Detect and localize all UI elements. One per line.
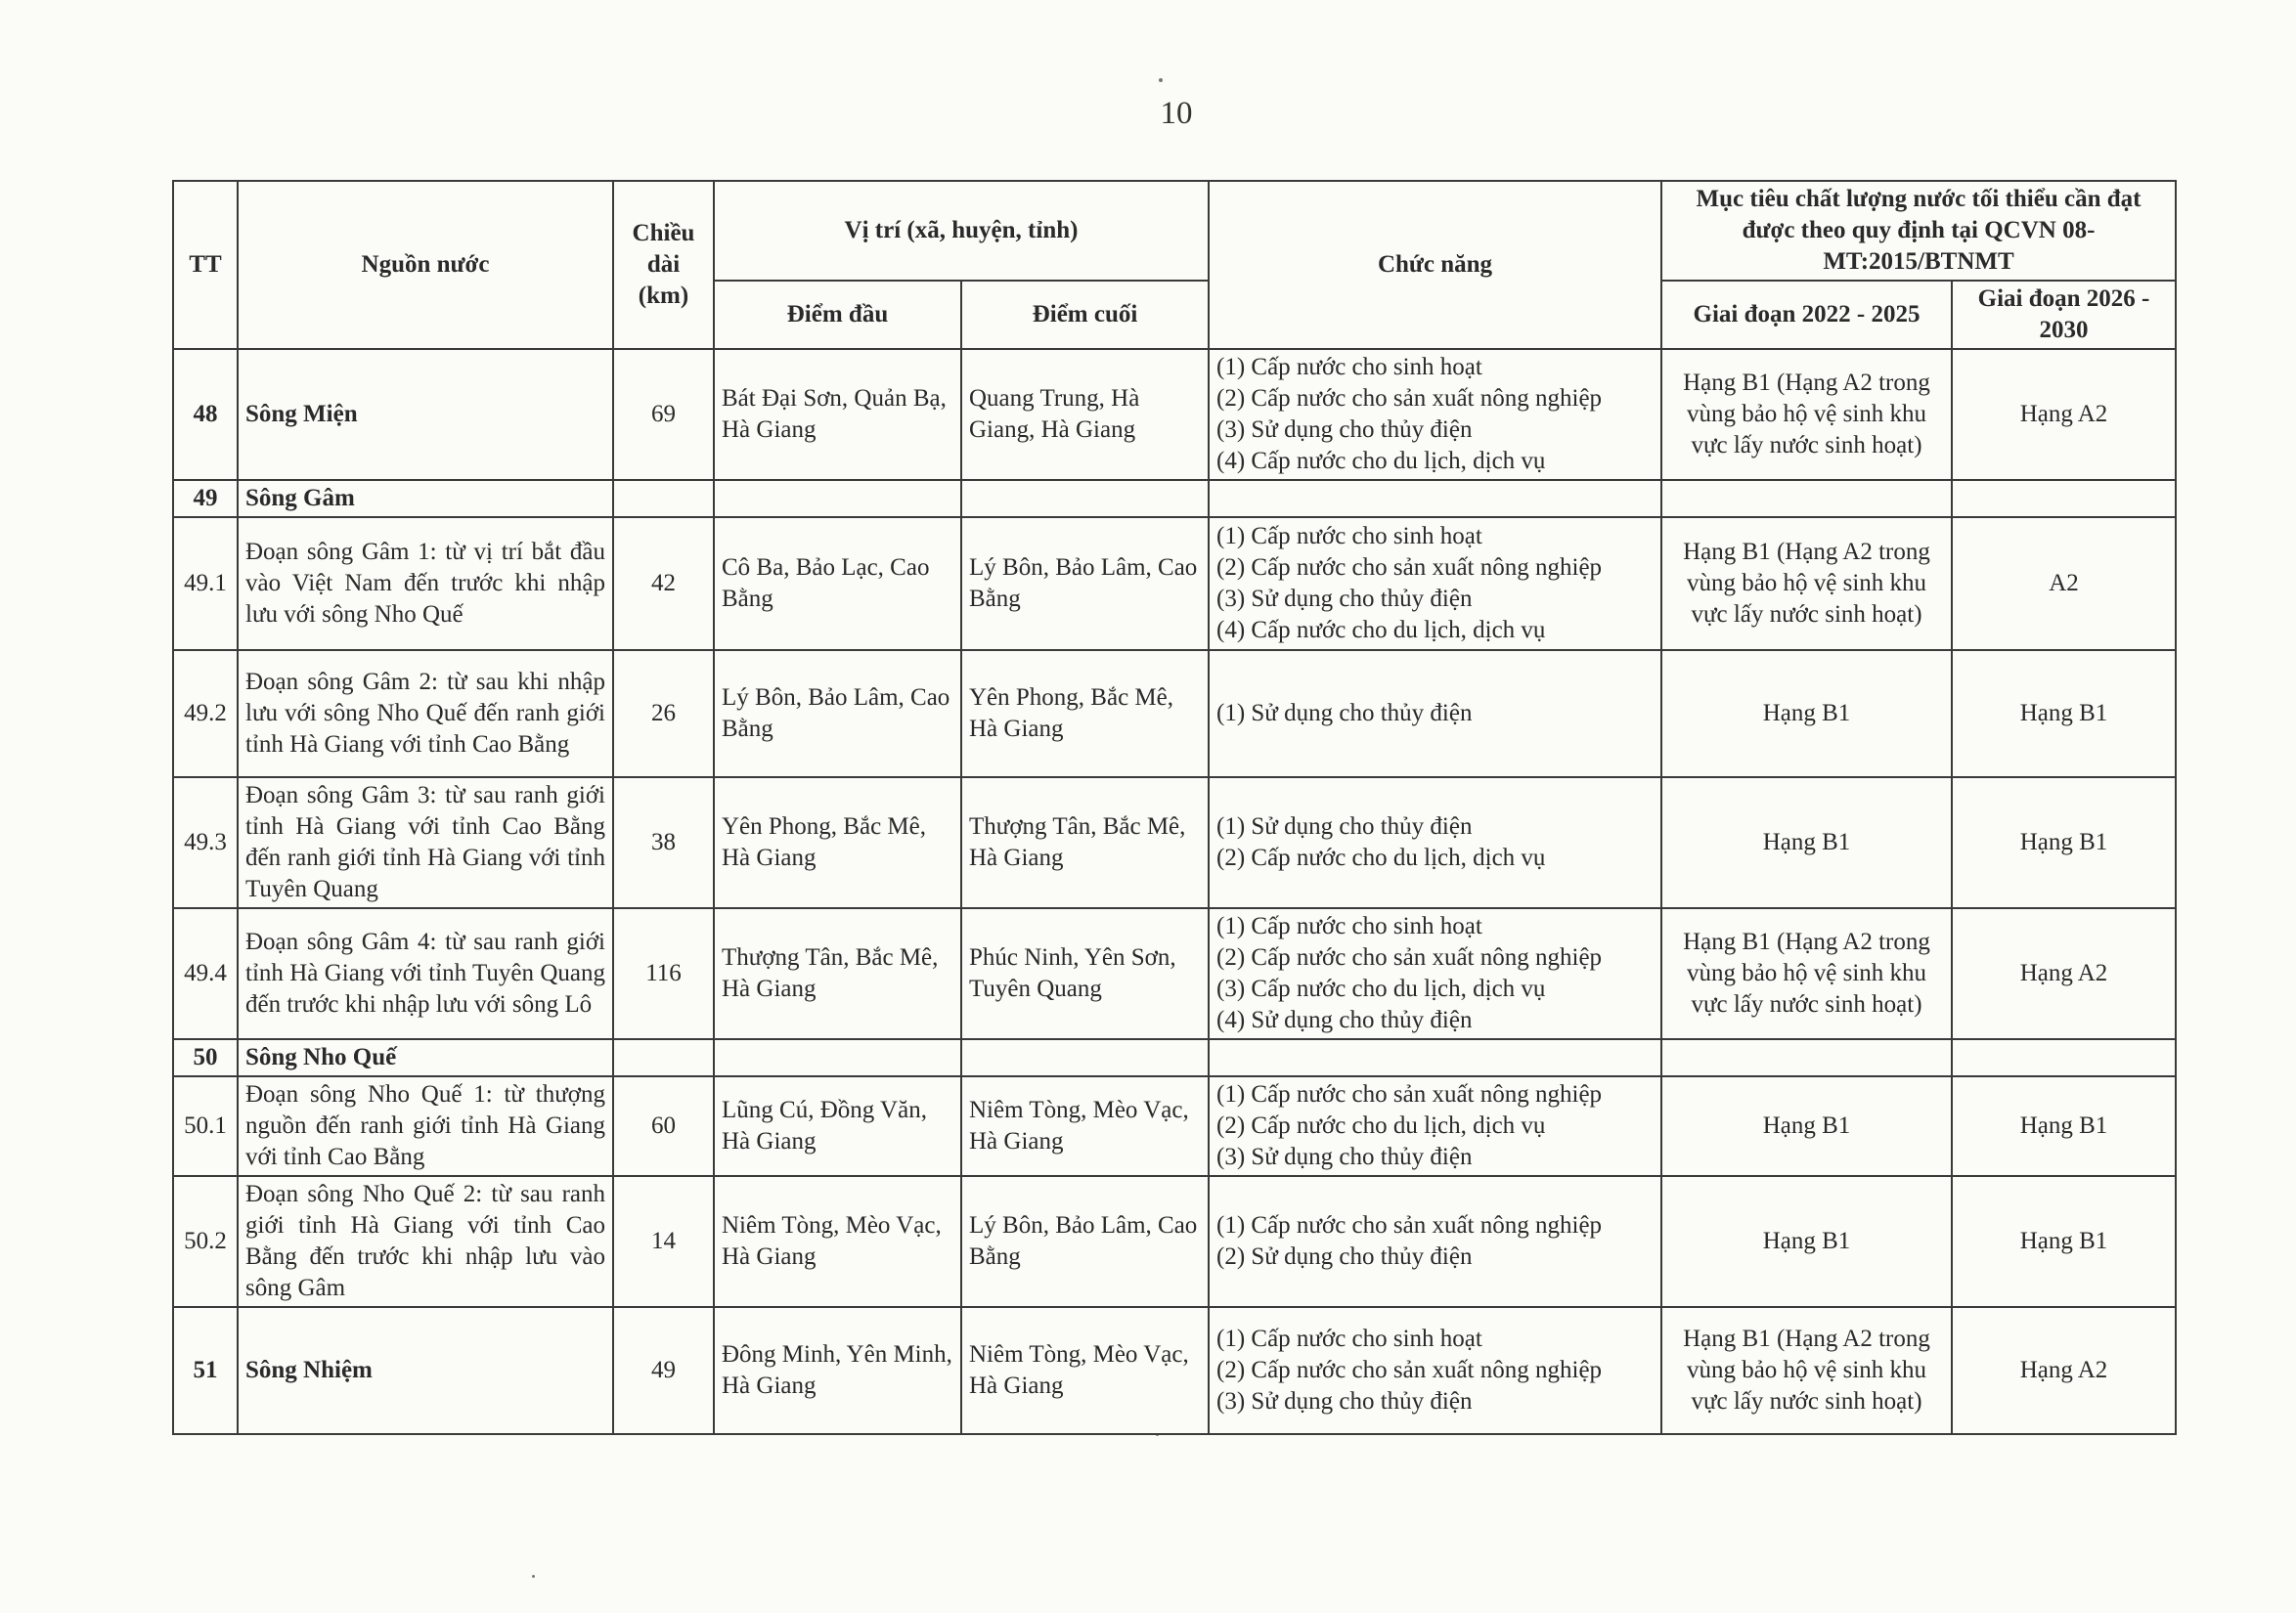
water-quality-table [172,180,2177,1435]
function-item: (3) Sử dụng cho thủy điện [1216,586,1473,612]
table-row [173,1076,2176,1176]
row-target-2022-2025: Hạng B1 (Hạng A2 trong vùng bảo hộ vệ sinh khu vực lấy nước sinh hoạt) [1661,908,1952,1039]
row-end-point: Niêm Tòng, Mèo Vạc, Hà Giang [961,1076,1209,1176]
header-period-2022-2025: Giai đoạn 2022 - 2025 [1661,281,1952,349]
table-row [173,349,2176,480]
function-item: (4) Sử dụng cho thủy điện [1216,1007,1473,1033]
row-tt: 48 [173,349,238,480]
row-target-2022-2025: Hạng B1 (Hạng A2 trong vùng bảo hộ vệ sinh khu vực lấy nước sinh hoạt) [1661,349,1952,480]
empty-cell [613,480,714,517]
row-target-2022-2025: Hạng B1 (Hạng A2 trong vùng bảo hộ vệ sinh khu vực lấy nước sinh hoạt) [1661,517,1952,650]
table-row [173,777,2176,908]
table-row [173,517,2176,650]
header-function: Chức năng [1209,181,1661,349]
function-item: (4) Cấp nước cho du lịch, dịch vụ [1216,448,1546,474]
function-item: (2) Cấp nước cho sản xuất nông nghiệp [1216,944,1603,971]
row-length: 26 [613,650,714,777]
row-start-point: Niêm Tòng, Mèo Vạc, Hà Giang [714,1176,961,1307]
function-item: (2) Cấp nước cho sản xuất nông nghiệp [1216,1357,1603,1383]
row-source-name: Sông Nhiệm [238,1307,613,1434]
function-item: (3) Sử dụng cho thủy điện [1216,1388,1473,1415]
row-tt: 50.2 [173,1176,238,1307]
row-source-name: Đoạn sông Nho Quế 1: từ thượng nguồn đến ranh giới tỉnh Hà Giang với tỉnh Cao Bằng [238,1076,613,1176]
function-item: (3) Sử dụng cho thủy điện [1216,1144,1473,1170]
scan-speck [532,1575,535,1578]
function-item: (1) Cấp nước cho sản xuất nông nghiệp [1216,1212,1603,1239]
row-target-2026-2030: A2 [1952,517,2176,650]
empty-cell [1952,480,2176,517]
row-source-name: Đoạn sông Gâm 3: từ sau ranh giới tỉnh Hà Giang với tỉnh Cao Bằng đến ranh giới tỉnh Hà Giang với tỉnh Tuyên Quang [238,777,613,908]
row-tt: 49.2 [173,650,238,777]
row-start-point: Thượng Tân, Bắc Mê, Hà Giang [714,908,961,1039]
row-tt: 50 [173,1039,238,1076]
empty-cell [961,480,1209,517]
function-item: (3) Sử dụng cho thủy điện [1216,416,1473,443]
row-tt: 51 [173,1307,238,1434]
header-tt: TT [173,181,238,349]
row-source-name: Sông Gâm [238,480,613,517]
header-length: Chiều dài (km) [613,181,714,349]
row-length: 60 [613,1076,714,1176]
row-start-point: Cô Ba, Bảo Lạc, Cao Bằng [714,517,961,650]
row-target-2026-2030: Hạng A2 [1952,349,2176,480]
row-target-2022-2025: Hạng B1 [1661,1076,1952,1176]
empty-cell [961,1039,1209,1076]
row-target-2026-2030: Hạng A2 [1952,908,2176,1039]
row-length: 116 [613,908,714,1039]
row-end-point: Quang Trung, Hà Giang, Hà Giang [961,349,1209,480]
row-tt: 49.3 [173,777,238,908]
row-length: 38 [613,777,714,908]
header-start-point: Điểm đầu [714,281,961,349]
row-start-point: Bát Đại Sơn, Quản Bạ, Hà Giang [714,349,961,480]
row-functions [1209,349,1661,480]
table-row [173,908,2176,1039]
row-start-point: Đông Minh, Yên Minh, Hà Giang [714,1307,961,1434]
row-end-point: Lý Bôn, Bảo Lâm, Cao Bằng [961,517,1209,650]
row-source-name: Đoạn sông Gâm 1: từ vị trí bắt đầu vào Việt Nam đến trước khi nhập lưu với sông Nho Quế [238,517,613,650]
row-functions [1209,1307,1661,1434]
empty-cell [613,1039,714,1076]
row-end-point: Phúc Ninh, Yên Sơn, Tuyên Quang [961,908,1209,1039]
function-item: (1) Cấp nước cho sinh hoạt [1216,913,1482,939]
header-period-2026-2030: Giai đoạn 2026 - 2030 [1952,281,2176,349]
function-item: (2) Cấp nước cho du lịch, dịch vụ [1216,845,1546,871]
function-item: (1) Cấp nước cho sinh hoạt [1216,523,1482,549]
scan-speck [1159,78,1163,82]
row-functions [1209,908,1661,1039]
table-row [173,1176,2176,1307]
row-source-name: Đoạn sông Gâm 4: từ sau ranh giới tỉnh Hà Giang với tỉnh Tuyên Quang đến trước khi nhập lưu với sông Lô [238,908,613,1039]
table-row [173,650,2176,777]
function-item: (2) Cấp nước cho sản xuất nông nghiệp [1216,554,1603,581]
row-target-2022-2025: Hạng B1 [1661,1176,1952,1307]
row-functions [1209,1076,1661,1176]
header-source: Nguồn nước [238,181,613,349]
row-target-2026-2030: Hạng B1 [1952,1076,2176,1176]
row-tt: 49 [173,480,238,517]
function-item: (1) Cấp nước cho sinh hoạt [1216,1326,1482,1352]
row-end-point: Yên Phong, Bắc Mê, Hà Giang [961,650,1209,777]
row-start-point: Lũng Cú, Đồng Văn, Hà Giang [714,1076,961,1176]
function-item: (4) Cấp nước cho du lịch, dịch vụ [1216,617,1546,643]
function-item: (2) Cấp nước cho du lịch, dịch vụ [1216,1112,1546,1139]
row-length: 42 [613,517,714,650]
header-end-point: Điểm cuối [961,281,1209,349]
row-target-2022-2025: Hạng B1 [1661,777,1952,908]
row-source-name: Đoạn sông Gâm 2: từ sau khi nhập lưu với sông Nho Quế đến ranh giới tỉnh Hà Giang với tỉnh Cao Bằng [238,650,613,777]
row-length: 49 [613,1307,714,1434]
row-target-2026-2030: Hạng A2 [1952,1307,2176,1434]
row-functions [1209,777,1661,908]
row-target-2026-2030: Hạng B1 [1952,777,2176,908]
row-start-point: Lý Bôn, Bảo Lâm, Cao Bằng [714,650,961,777]
row-functions [1209,1176,1661,1307]
row-target-2026-2030: Hạng B1 [1952,1176,2176,1307]
row-source-name: Sông Nho Quế [238,1039,613,1076]
row-functions [1209,650,1661,777]
group-row [173,1039,2176,1076]
empty-cell [714,1039,961,1076]
row-target-2026-2030: Hạng B1 [1952,650,2176,777]
empty-cell [1209,1039,1661,1076]
row-functions [1209,517,1661,650]
page-number: 10 [1160,96,1193,131]
empty-cell [714,480,961,517]
table-body [173,349,2176,1434]
row-tt: 50.1 [173,1076,238,1176]
group-row [173,480,2176,517]
row-length: 69 [613,349,714,480]
header-location: Vị trí (xã, huyện, tỉnh) [714,181,1209,281]
row-source-name: Sông Miện [238,349,613,480]
row-end-point: Thượng Tân, Bắc Mê, Hà Giang [961,777,1209,908]
row-tt: 49.4 [173,908,238,1039]
function-item: (1) Cấp nước cho sản xuất nông nghiệp [1216,1081,1603,1108]
empty-cell [1661,1039,1952,1076]
header-target: Mục tiêu chất lượng nước tối thiểu cần đạt được theo quy định tại QCVN 08-MT:2015/BTNMT [1661,181,2176,281]
function-item: (1) Sử dụng cho thủy điện [1216,813,1473,840]
row-end-point: Niêm Tòng, Mèo Vạc, Hà Giang [961,1307,1209,1434]
function-item: (1) Cấp nước cho sinh hoạt [1216,354,1482,380]
function-item: (3) Cấp nước cho du lịch, dịch vụ [1216,976,1546,1002]
function-item: (2) Cấp nước cho sản xuất nông nghiệp [1216,385,1603,412]
row-target-2022-2025: Hạng B1 [1661,650,1952,777]
empty-cell [1209,480,1661,517]
empty-cell [1952,1039,2176,1076]
row-source-name: Đoạn sông Nho Quế 2: từ sau ranh giới tỉnh Hà Giang với tỉnh Cao Bằng đến trước khi nhập lưu vào sông Gâm [238,1176,613,1307]
function-item: (2) Sử dụng cho thủy điện [1216,1243,1473,1270]
row-end-point: Lý Bôn, Bảo Lâm, Cao Bằng [961,1176,1209,1307]
row-length: 14 [613,1176,714,1307]
function-item: (1) Sử dụng cho thủy điện [1216,700,1473,726]
empty-cell [1661,480,1952,517]
row-target-2022-2025: Hạng B1 (Hạng A2 trong vùng bảo hộ vệ sinh khu vực lấy nước sinh hoạt) [1661,1307,1952,1434]
row-start-point: Yên Phong, Bắc Mê, Hà Giang [714,777,961,908]
row-tt: 49.1 [173,517,238,650]
table-row [173,1307,2176,1434]
